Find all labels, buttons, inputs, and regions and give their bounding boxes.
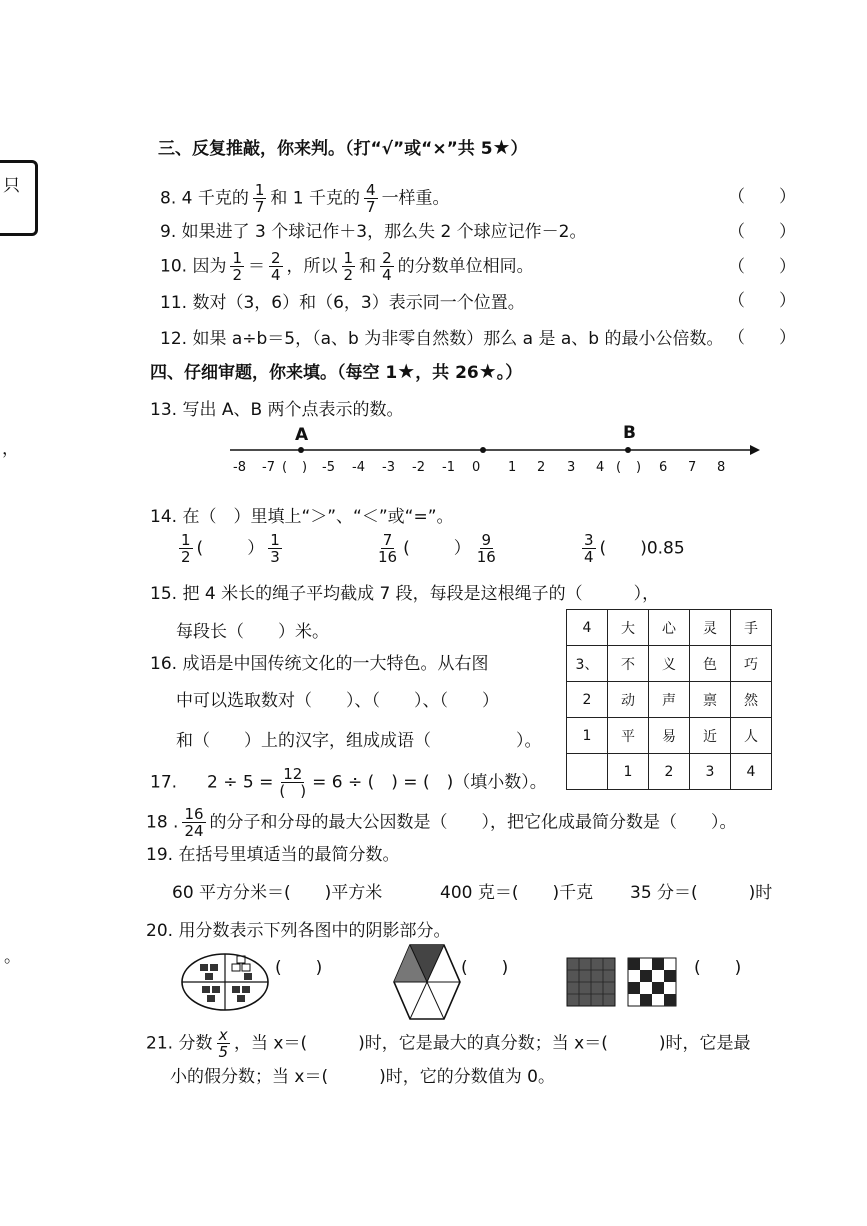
grid-cell: 近 [690,718,731,754]
grid-row [567,682,772,718]
tick-label: ( [616,460,622,475]
grid-cell: 人 [731,718,772,754]
grid-cell: 手 [731,610,772,646]
grid-cell: 声 [649,682,690,718]
tick-label: 3 [567,460,576,475]
grid-figures [566,957,678,1009]
grid-row [567,718,772,754]
star-icon: ★ [492,135,511,159]
grid-cell: 平 [608,718,649,754]
compare-2: $\frac{7}{16}$ ( ） $\frac{9}{16}$ [378,531,496,566]
answer-blank-20b[interactable]: ( ) [461,958,509,978]
grid-cell: 巧 [731,646,772,682]
star-icon: ★ [397,359,416,383]
question-21-line-1: 21. 分数 $\frac{x}{5}$ ，当 x＝( )时，它是最大的真分数；当 x＝( )时，它是最 [146,1026,751,1061]
q19-part-b: 400 克＝( )千克 [440,883,594,903]
tick-label: ) [636,460,642,475]
grid-cell: 1 [567,718,608,754]
question-18: 18 . $\frac{16}{24}$ 的分子和分母的最大公因数是（ ），把它化成最简分数是（ ）。 [146,805,737,840]
tick-label: 1 [508,460,517,475]
question-15-line-1: 15. 把 4 米长的绳子平均截成 7 段，每段是这根绳子的（ ）， [150,584,660,604]
question-11: 11. 数对（3，6）和（6，3）表示同一个位置。 [160,293,525,313]
grid-cell: 色 [690,646,731,682]
grid-cell: 1 [608,754,649,790]
tick-label: -1 [442,460,455,475]
question-16-line-3: 和（ ）上的汉字，组成成语（ ）。 [176,731,542,751]
tick-label: -5 [322,460,335,475]
tick-label: ( [282,460,288,475]
tick-label: -2 [412,460,425,475]
hexagon-figure [392,943,462,1021]
grid-cell: 不 [608,646,649,682]
origin-point [480,447,486,453]
question-19: 19. 在括号里填适当的最简分数。 [146,845,400,865]
tick-label: ) [302,460,308,475]
grid-cell: 灵 [690,610,731,646]
grid-cell: 4 [567,610,608,646]
question-13: 13. 写出 A、B 两个点表示的数。 [150,400,404,420]
tick-label: -8 [233,460,246,475]
grid-row [567,610,772,646]
tick-label: 4 [596,460,605,475]
section-3-title: 三、反复推敲，你来判。（打“√”或“×”共 5★） [158,135,528,159]
tick-label: 6 [659,460,668,475]
point-a-label: A [295,425,309,445]
answer-blank-8[interactable]: （ ） [728,187,796,207]
margin-box [0,160,38,236]
tick-label: -7 [262,460,275,475]
grid-cell [567,754,608,790]
q19-part-a: 60 平方分米＝( )平方米 [172,883,383,903]
tick-label: 8 [717,460,726,475]
question-17: 17. 2 ÷ 5 = $\frac{12}{( )}$ = 6 ÷ ( ) = ( )（填小数）。 [150,765,547,800]
grid-cell: 大 [608,610,649,646]
answer-blank-10[interactable]: （ ） [728,257,796,277]
oval-figure [180,952,270,1012]
tick-label: -3 [382,460,395,475]
point-a [298,447,304,453]
compare-3: $\frac{3}{4}$ ( )0.85 [584,531,685,566]
answer-blank-20a[interactable]: ( ) [275,958,323,978]
grid-row [567,754,772,790]
margin-mark: 。 [4,947,21,967]
question-8: 8. 4 千克的 $\frac{1}{7}$ 和 1 千克的 $\frac{4}{7}$ 一样重。 [160,181,450,216]
grid-cell: 3、 [567,646,608,682]
idiom-grid [566,609,772,790]
question-15-line-2: 每段长（ ）米。 [176,622,329,642]
tick-label: -4 [352,460,365,475]
point-b [625,447,631,453]
grid-cell: 然 [731,682,772,718]
question-16-line-2: 中可以选取数对（ ）、（ ）、（ ） [176,691,499,711]
question-21-line-2: 小的假分数；当 x＝( )时，它的分数值为 0。 [170,1067,555,1087]
grid-row [567,646,772,682]
question-20: 20. 用分数表示下列各图中的阴影部分。 [146,921,451,941]
question-16-line-1: 16. 成语是中国传统文化的一大特色。从右图 [150,654,489,674]
grid-cell: 4 [731,754,772,790]
tick-label: 0 [472,460,481,475]
q19-part-c: 35 分＝( )时 [630,883,773,903]
answer-blank-11[interactable]: （ ） [728,291,796,311]
tick-label: 7 [688,460,697,475]
point-b-label: B [623,423,636,443]
grid-cell: 2 [649,754,690,790]
grid-cell: 2 [567,682,608,718]
grid-cell: 义 [649,646,690,682]
compare-1: $\frac{1}{2}$ ( ） $\frac{1}{3}$ [181,531,280,566]
question-12: 12. 如果 a÷b＝5，（a、b 为非零自然数）那么 a 是 a、b 的最小公倍数。 [160,329,724,349]
star-icon: ★ [478,359,497,383]
answer-blank-20c[interactable]: ( ) [694,958,742,978]
margin-mark: ， [2,439,19,459]
question-10: 10. 因为 $\frac{1}{2}$ ＝ $\frac{2}{4}$ ，所以 $\frac{1}{2}$ 和 $\frac{2}{4}$ 的分数单位相同。 [160,249,534,284]
tick-label: 2 [537,460,546,475]
answer-blank-12[interactable]: （ ） [728,328,796,348]
answer-blank-9[interactable]: （ ） [728,222,796,242]
grid-cell: 禀 [690,682,731,718]
grid-cell: 易 [649,718,690,754]
margin-char: 只 [3,176,20,196]
section-4-title: 四、仔细审题，你来填。（每空 1★，共 26★。） [150,359,523,383]
question-9: 9. 如果进了 3 个球记作＋3，那么失 2 个球应记作－2。 [160,222,587,242]
grid-cell: 3 [690,754,731,790]
grid-cell: 心 [649,610,690,646]
grid-cell: 动 [608,682,649,718]
question-14: 14. 在（ ）里填上“＞”、“＜”或“=”。 [150,507,454,527]
